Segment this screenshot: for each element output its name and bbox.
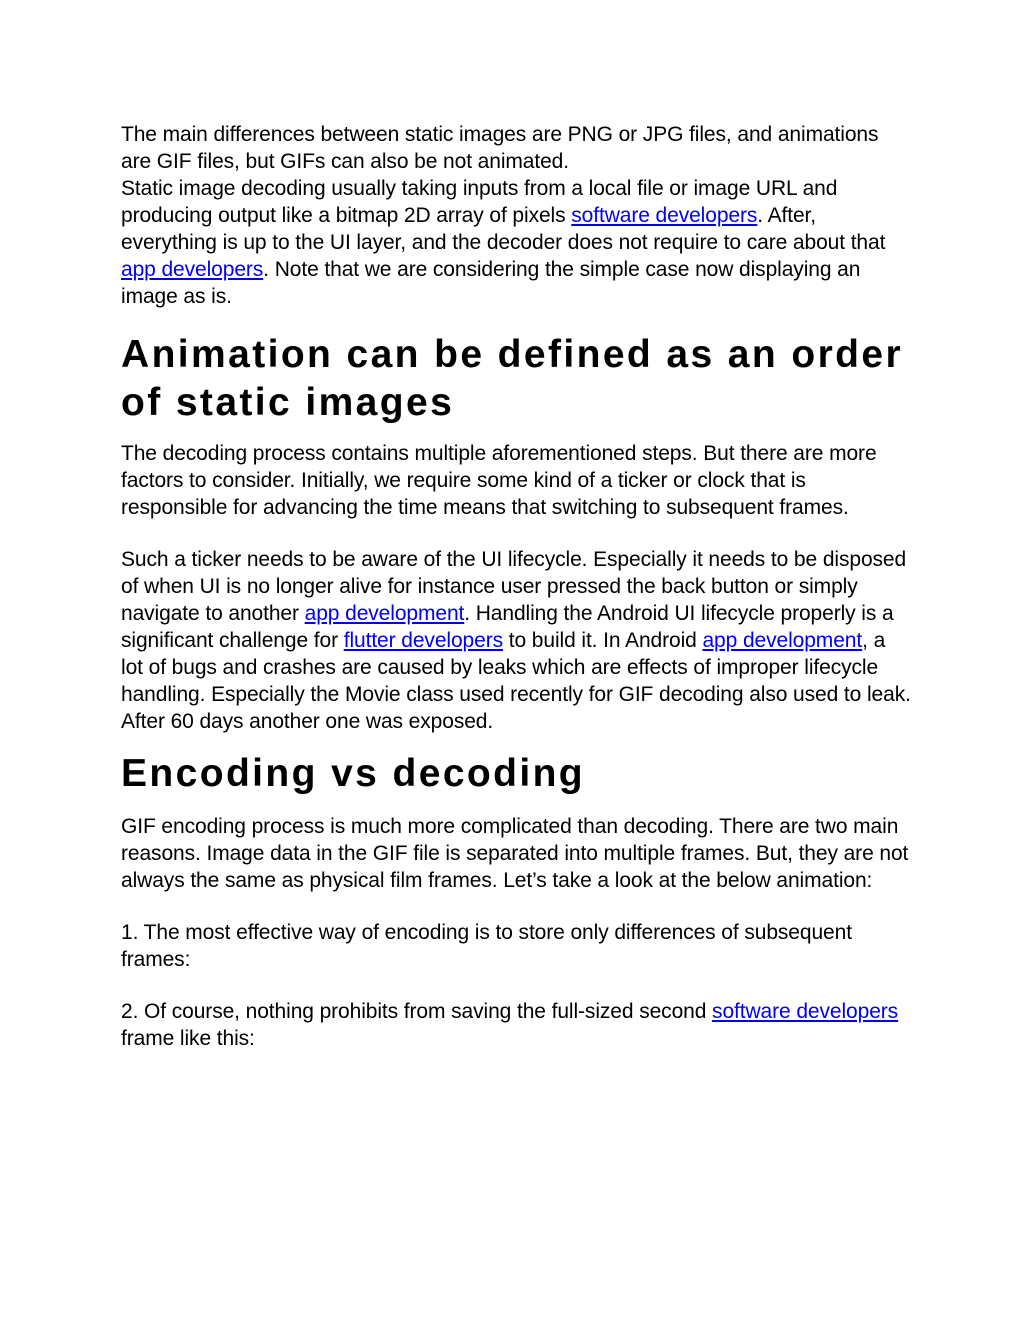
paragraph-decoding-process: The decoding process contains multiple aforementioned steps. But there are more factors to consider. Initially, we require some kind of a ticker or clock that is responsible for advancing the time means that switching to subsequent frames. — [121, 442, 877, 519]
link-app-development-2[interactable]: app development — [702, 629, 863, 652]
paragraph-list-item-2 — [121, 998, 911, 1052]
paragraph-text: 2. Of course, nothing prohibits from saving the full-sized second — [121, 1000, 713, 1023]
link-flutter-developers[interactable]: flutter developers — [343, 629, 503, 652]
paragraph-static-decoding — [121, 175, 911, 310]
paragraph-text: Static image decoding usually taking inputs from a local file or image URL and producing output like a bitmap 2D array of pixels — [121, 177, 838, 227]
paragraph-text: to build it. In Android — [503, 629, 703, 652]
paragraph-text: frame like this: — [121, 1027, 255, 1050]
paragraph-intro: The main differences between static images are PNG or JPG files, and animations are GIF files, but GIFs can also be not animated. — [121, 123, 879, 173]
link-app-developers[interactable]: app developers — [121, 258, 264, 281]
paragraph-text: Such a ticker needs to be aware of the UI lifecycle. Especially it needs to be disposed of when UI is no longer alive for instance user pressed the back button or simply navigate to another — [121, 548, 907, 625]
paragraph-text: . Handling the Android UI lifecycle properly is a significant challenge for — [121, 602, 894, 652]
document-page — [121, 121, 911, 1052]
heading-encoding-vs-decoding: Encoding vs decoding — [121, 752, 586, 795]
paragraph-text: , a lot of bugs and crashes are caused by leaks which are effects of improper lifecycle handling. Especially the Movie class used recently for GIF decoding also used to leak. After 60 days another one was exposed. — [121, 629, 911, 733]
heading-animation: Animation can be defined as an order of static images — [121, 333, 904, 424]
paragraph-text: . Note that we are considering the simple case now displaying an image as is. — [121, 258, 861, 308]
link-software-developers[interactable]: software developers — [571, 204, 758, 227]
paragraph-list-item-1: 1. The most effective way of encoding is to store only differences of subsequent frames: — [121, 921, 852, 971]
link-software-developers-2[interactable]: software developers — [712, 1000, 899, 1023]
paragraph-gif-encoding: GIF encoding process is much more complicated than decoding. There are two main reasons. Image data in the GIF file is separated into multiple frames. But, they are not always the same as physical film frames. Let’s take a look at the below animation: — [121, 815, 909, 892]
paragraph-ticker — [121, 546, 911, 735]
paragraph-text: . After, everything is up to the UI layer, and the decoder does not require to care about that — [121, 204, 886, 254]
link-app-development[interactable]: app development — [304, 602, 465, 625]
